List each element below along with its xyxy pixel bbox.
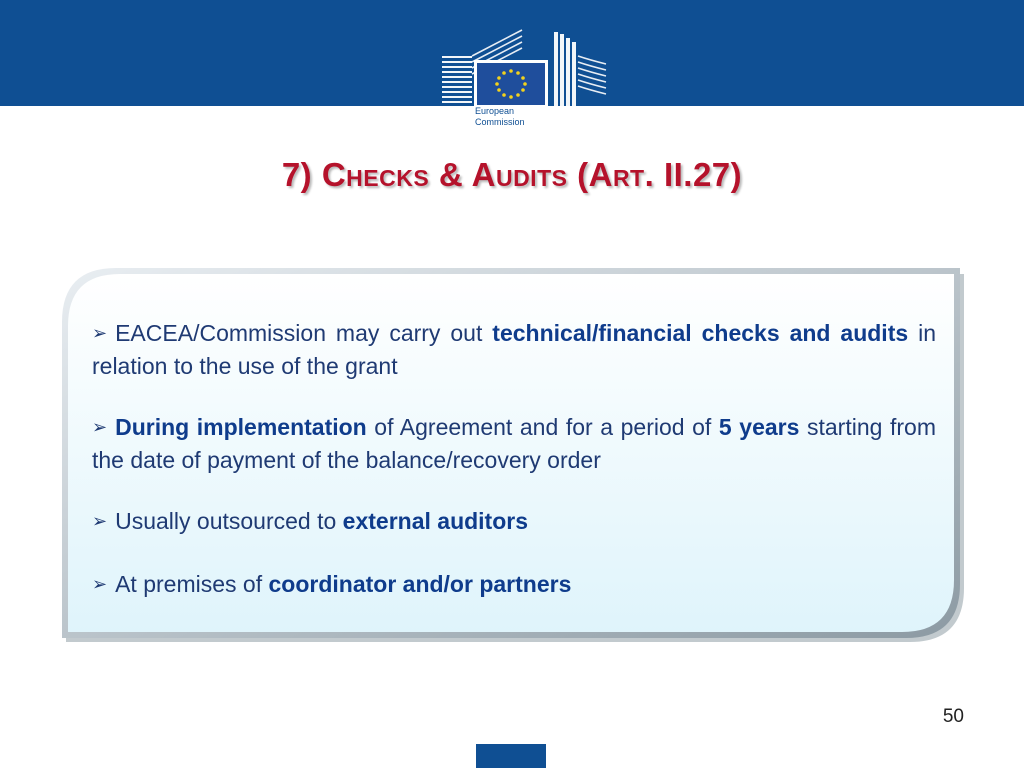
bullet-emphasis: external auditors — [342, 508, 529, 534]
bullet-emphasis: During implementation — [115, 414, 367, 440]
arrow-bullet-icon: ➢ — [92, 511, 108, 531]
arrow-bullet-icon: ➢ — [92, 323, 108, 343]
arrow-bullet-icon: ➢ — [92, 574, 108, 594]
bullet-text: At premises of — [115, 571, 269, 597]
logo-caption-line2: Commission — [475, 117, 525, 127]
bullet-text: Usually outsourced to — [115, 508, 343, 534]
bullet-item — [92, 506, 936, 539]
bullet-item — [92, 569, 936, 602]
bullet-item — [92, 412, 936, 476]
slide-title: 7) Checks & Audits (Art. II.27) — [281, 156, 743, 193]
bullet-item — [92, 318, 936, 382]
bottom-flag-strip — [476, 744, 546, 768]
european-commission-logo — [440, 26, 610, 142]
logo-caption — [475, 106, 549, 128]
bullet-text: in relation to the use of the grant — [92, 320, 937, 379]
arrow-bullet-icon: ➢ — [92, 417, 108, 437]
logo-caption-line1: European — [475, 106, 515, 116]
bullet-emphasis: technical/financial checks and audits — [492, 320, 909, 346]
bullet-text: of Agreement and for a period of — [366, 414, 719, 440]
bullet-text: EACEA/Commission may carry out — [115, 320, 493, 346]
page-number: 50 — [942, 706, 964, 727]
bullet-list — [92, 318, 936, 632]
bullet-emphasis: 5 years — [718, 414, 800, 440]
bullet-emphasis: coordinator and/or partners — [268, 571, 572, 597]
bullet-text: starting from the date of payment of the balance/recovery order — [92, 414, 936, 473]
